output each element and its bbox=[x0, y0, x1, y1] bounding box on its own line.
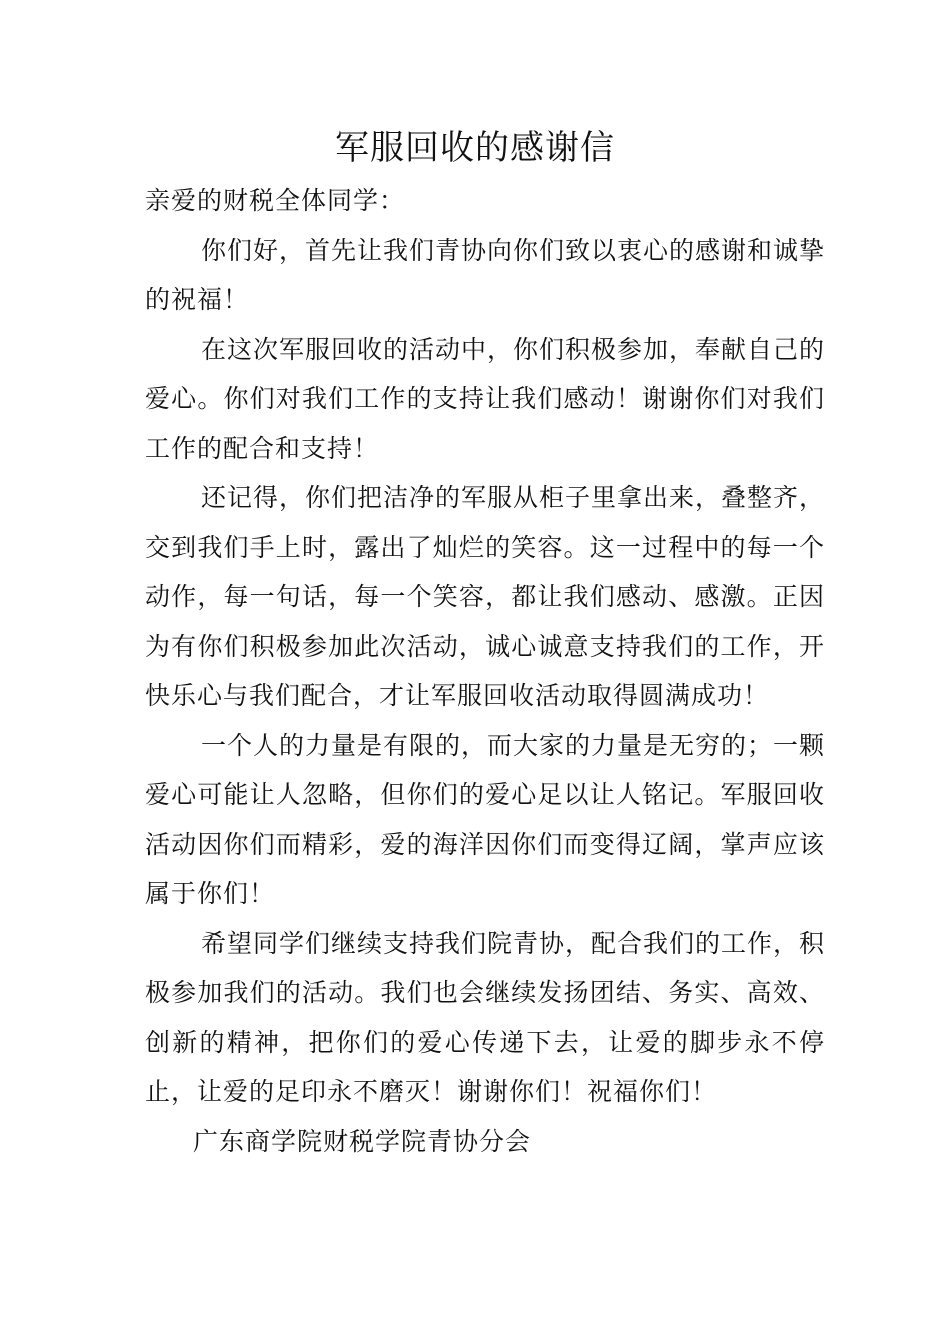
paragraph-strength: 一个人的力量是有限的，而大家的力量是无穷的；一颗爱心可能让人忽略，但你们的爱心足以让人铭记。军服回收活动因你们而精彩，爱的海洋因你们而变得辽阔，掌声应该属于你们！ bbox=[145, 730, 826, 908]
paragraph-hope: 希望同学们继续支持我们院青协，配合我们的工作，积极参加我们的活动。我们也会继续发扬团结、务实、高效、创新的精神，把你们的爱心传递下去，让爱的脚步永不停止，让爱的足印永不磨灭！谢谢你们！祝福你们！ bbox=[145, 928, 826, 1106]
signature: 广东商学院财税学院青协分会 bbox=[193, 1126, 532, 1156]
letter-body bbox=[145, 176, 825, 1166]
paragraph-greeting: 你们好，首先让我们青协向你们致以衷心的感谢和诚挚的祝福！ bbox=[145, 235, 826, 314]
paragraph-memory: 还记得，你们把洁净的军服从柜子里拿出来，叠整齐，交到我们手上时，露出了灿烂的笑容。这一过程中的每一个动作，每一句话，每一个笑容，都让我们感动、感激。正因为有你们积极参加此次活动，诚心诚意支持我们的工作，开快乐心与我们配合，才让军服回收活动取得圆满成功！ bbox=[145, 483, 826, 710]
salutation: 亲爱的财税全体同学： bbox=[145, 186, 406, 215]
document-title: 军服回收的感谢信 bbox=[335, 128, 615, 168]
paragraph-thanks: 在这次军服回收的活动中，你们积极参加，奉献自己的爱心。你们对我们工作的支持让我们感动！谢谢你们对我们工作的配合和支持！ bbox=[145, 334, 826, 463]
